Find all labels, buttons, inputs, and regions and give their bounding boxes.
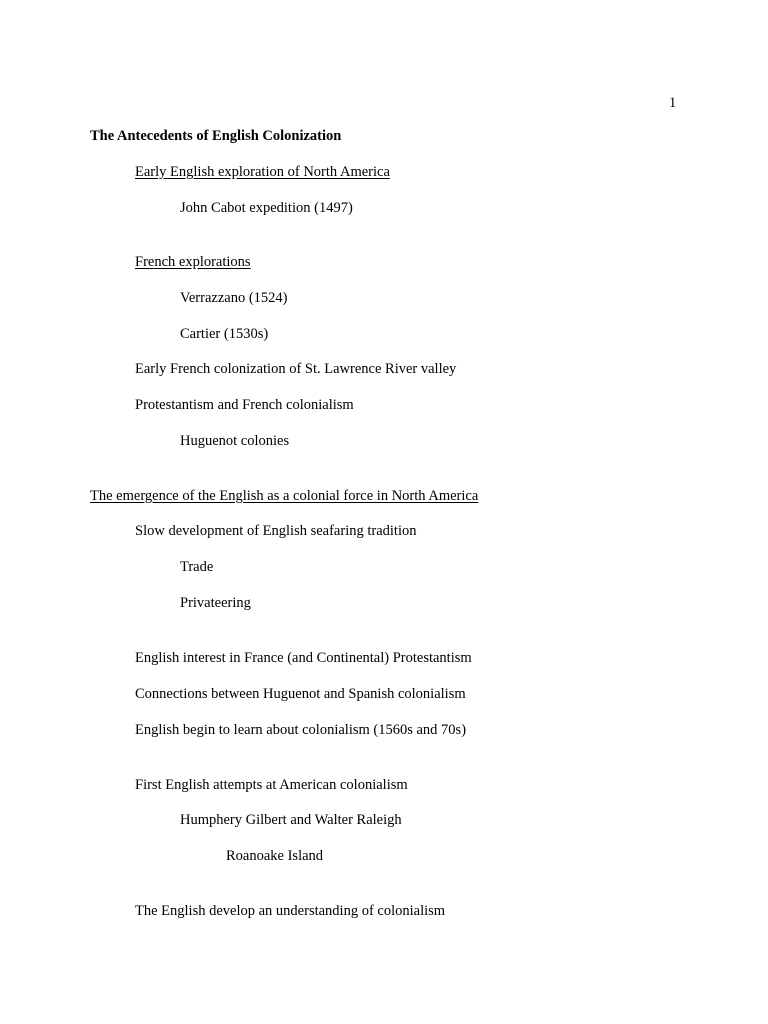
outline-item: Trade [180, 559, 214, 575]
outline-item: Slow development of English seafaring tradition [135, 523, 417, 539]
outline-item: Humphery Gilbert and Walter Raleigh [180, 812, 402, 828]
outline-heading: French explorations [135, 254, 251, 270]
document-title: The Antecedents of English Colonization [90, 128, 342, 144]
outline-heading: Early English exploration of North America [135, 164, 390, 180]
outline-item: Privateering [180, 595, 251, 611]
page-number: 1 [669, 95, 677, 111]
outline-item: Protestantism and French colonialism [135, 397, 354, 413]
outline-item: John Cabot expedition (1497) [180, 200, 353, 216]
outline-item: English interest in France (and Continental) Protestantism [135, 650, 472, 666]
outline-item: Early French colonization of St. Lawrence River valley [135, 361, 457, 377]
outline-section-heading: The emergence of the English as a colonial force in North America [90, 488, 479, 504]
outline-item: Roanoake Island [226, 848, 324, 864]
outline-item: Huguenot colonies [180, 433, 290, 449]
outline-item: Verrazzano (1524) [180, 290, 288, 306]
outline-item: The English develop an understanding of colonialism [135, 903, 446, 919]
outline-item: First English attempts at American colonialism [135, 777, 408, 793]
outline-item: English begin to learn about colonialism (1560s and 70s) [135, 722, 467, 738]
outline-item: Cartier (1530s) [180, 326, 269, 342]
outline-item: Connections between Huguenot and Spanish colonialism [135, 686, 466, 702]
